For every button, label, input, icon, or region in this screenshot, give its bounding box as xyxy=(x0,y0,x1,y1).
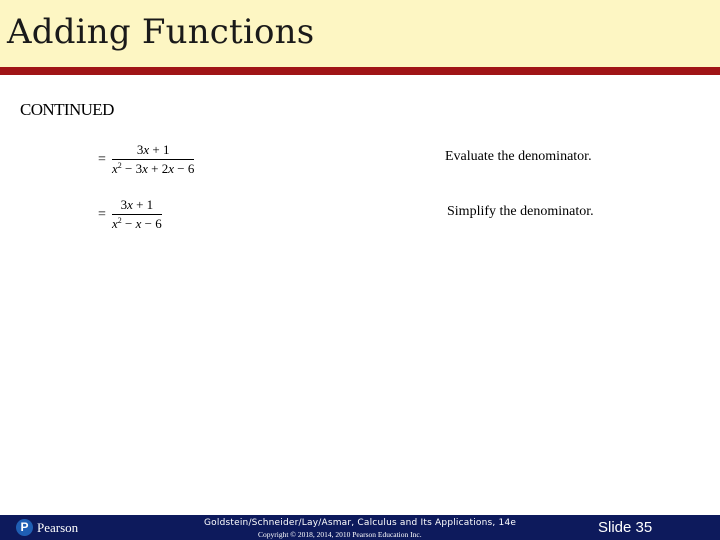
fraction-bar xyxy=(112,159,194,160)
denominator: $x^2 - 3x + 2x - 6$ xyxy=(112,161,195,176)
slide-title: Adding Functions xyxy=(7,12,315,52)
continued-label: CONTINUED xyxy=(20,100,114,119)
divider-rule xyxy=(0,67,720,75)
equation-step-2 xyxy=(98,198,188,234)
denominator: $x^2 - x - 6$ xyxy=(112,216,162,231)
fraction xyxy=(112,198,162,231)
slide-number: Slide 35 xyxy=(598,519,653,536)
equation-step-1 xyxy=(98,143,218,179)
step-note-2: Simplify the denominator. xyxy=(447,204,594,219)
copyright-notice: Copyright © 2018, 2014, 2010 Pearson Education Inc. xyxy=(258,530,422,539)
step-note-1: Evaluate the denominator. xyxy=(445,149,592,164)
numerator: 3x + 1 xyxy=(136,142,170,157)
equals-sign: = xyxy=(98,152,106,167)
equals-sign: = xyxy=(98,207,106,222)
book-credit: Goldstein/Schneider/Lay/Asmar, Calculus and Its Applications, 14e xyxy=(204,518,517,528)
fraction-bar xyxy=(112,214,162,215)
footer-bar xyxy=(0,515,720,540)
pearson-wordmark: Pearson xyxy=(37,520,79,535)
numerator: 3x + 1 xyxy=(120,197,154,212)
fraction xyxy=(112,143,194,176)
title-bar xyxy=(0,0,720,67)
pearson-logo-mark-icon: P xyxy=(16,519,33,536)
pearson-logo xyxy=(16,519,78,537)
